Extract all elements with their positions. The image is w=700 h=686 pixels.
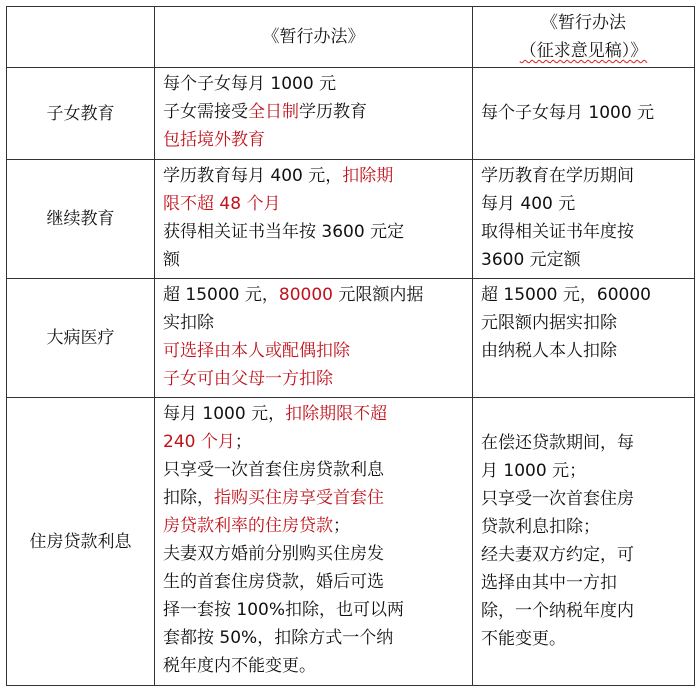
text-segment: 每个子女每月 1000 元 xyxy=(481,102,655,123)
table-row xyxy=(7,160,695,279)
text-segment: ； xyxy=(333,516,350,536)
left-text-line xyxy=(163,512,466,540)
highlighted-text: 240 个月 xyxy=(163,432,235,452)
right-text-line xyxy=(481,337,688,365)
header-right-label-line2: （征求意见稿）》 xyxy=(519,41,648,61)
highlighted-text: 房贷款利率的住房贷款 xyxy=(163,516,333,536)
highlighted-text: 全日制 xyxy=(248,102,299,122)
highlighted-text: 扣除期 xyxy=(342,166,394,186)
highlighted-text: 限不超 48 个月 xyxy=(163,194,281,214)
text-segment: 贷款利息扣除； xyxy=(481,516,600,537)
header-left-label: 《暂行办法》 xyxy=(262,27,365,47)
table-row xyxy=(7,279,695,398)
left-text-line xyxy=(163,281,466,309)
left-cell xyxy=(155,279,473,398)
row-category: 子女教育 xyxy=(7,68,155,160)
text-segment: 每月 1000 元， xyxy=(163,404,286,424)
left-text-line xyxy=(163,218,466,246)
text-segment: 获得相关证书当年按 3600 元定 xyxy=(163,222,405,242)
text-segment: 额 xyxy=(163,250,180,270)
text-segment: 学历教育 xyxy=(299,102,367,122)
text-segment: 除，一个纳税年度内 xyxy=(481,600,634,621)
text-segment: 扣除， xyxy=(163,488,214,508)
text-segment: 每个子女每月 1000 元 xyxy=(163,74,337,94)
text-segment: 元限额内据实扣除 xyxy=(481,313,617,333)
text-segment: 月 1000 元； xyxy=(481,460,587,481)
text-segment: 生的首套住房贷款，婚后可选 xyxy=(163,572,384,592)
text-segment: 税年度内不能变更。 xyxy=(163,656,316,676)
highlighted-text: 可选择由本人或配偶扣除 xyxy=(163,341,350,361)
left-text-line xyxy=(163,400,466,428)
left-cell xyxy=(155,160,473,279)
table-row xyxy=(7,398,695,686)
right-cell xyxy=(473,68,695,160)
header-right-label-line1: 《暂行办法 xyxy=(541,13,626,33)
text-segment: 每月 400 元 xyxy=(481,194,576,214)
left-text-line xyxy=(163,456,466,484)
right-text-line xyxy=(481,485,688,513)
text-segment: 只享受一次首套住房 xyxy=(481,488,634,509)
highlighted-text: 扣除期限不超 xyxy=(285,404,388,424)
left-text-line xyxy=(163,365,466,393)
text-segment: 学历教育每月 400 元， xyxy=(163,166,343,186)
text-segment: 不能变更。 xyxy=(481,628,566,649)
left-text-line xyxy=(163,126,466,154)
right-text-line xyxy=(481,541,688,569)
right-text-line xyxy=(481,162,688,190)
text-segment: 选择由其中一方扣 xyxy=(481,572,617,593)
text-segment: 实扣除 xyxy=(163,313,214,333)
row-category: 大病医疗 xyxy=(7,279,155,398)
left-text-line xyxy=(163,624,466,652)
text-segment: 超 15000 元， xyxy=(163,285,279,305)
left-text-line xyxy=(163,428,466,456)
highlighted-text: 指购买住房享受首套住 xyxy=(214,488,384,508)
text-segment: 在偿还贷款期间，每 xyxy=(481,432,634,453)
left-text-line xyxy=(163,484,466,512)
highlighted-text: 80000 xyxy=(278,285,333,305)
left-cell xyxy=(155,398,473,686)
header-interim-measures xyxy=(155,7,473,68)
text-segment: 3600 元定额 xyxy=(481,250,581,270)
highlighted-text: 子女可由父母一方扣除 xyxy=(163,369,333,389)
text-segment: 只享受一次首套住房贷款利息 xyxy=(163,460,384,480)
right-text-line xyxy=(481,429,688,457)
right-text-line xyxy=(481,218,688,246)
text-segment: 子女需接受 xyxy=(163,102,248,122)
left-text-line xyxy=(163,190,466,218)
comparison-table xyxy=(6,6,695,686)
text-segment: 取得相关证书年度按 xyxy=(481,222,634,242)
left-text-line xyxy=(163,540,466,568)
text-segment: 经夫妻双方约定，可 xyxy=(481,544,634,565)
text-segment: 夫妻双方婚前分别购买住房发 xyxy=(163,544,384,564)
left-text-line xyxy=(163,337,466,365)
left-text-line xyxy=(163,568,466,596)
left-text-line xyxy=(163,98,466,126)
row-category: 住房贷款利息 xyxy=(7,398,155,686)
right-text-line xyxy=(481,597,688,625)
left-text-line xyxy=(163,652,466,680)
header-draft-measures xyxy=(473,7,695,68)
right-text-line xyxy=(481,99,688,127)
highlighted-text: 包括境外教育 xyxy=(163,130,265,150)
text-segment: 元限额内据 xyxy=(332,285,424,305)
text-segment: 超 15000 元，60000 xyxy=(481,285,651,305)
left-text-line xyxy=(163,309,466,337)
right-cell xyxy=(473,160,695,279)
left-cell xyxy=(155,68,473,160)
left-text-line xyxy=(163,596,466,624)
right-text-line xyxy=(481,309,688,337)
right-cell xyxy=(473,398,695,686)
right-text-line xyxy=(481,457,688,485)
header-row xyxy=(7,7,695,68)
right-text-line xyxy=(481,190,688,218)
left-text-line xyxy=(163,162,466,190)
table-row xyxy=(7,68,695,160)
text-segment: 套都按 50%，扣除方式一个纳 xyxy=(163,628,394,648)
text-segment: 学历教育在学历期间 xyxy=(481,166,634,186)
right-text-line xyxy=(481,569,688,597)
left-text-line xyxy=(163,246,466,274)
right-text-line xyxy=(481,281,688,309)
text-segment: 择一套按 100%扣除，也可以两 xyxy=(163,600,405,620)
right-cell xyxy=(473,279,695,398)
left-text-line xyxy=(163,70,466,98)
right-text-line xyxy=(481,246,688,274)
text-segment: 由纳税人本人扣除 xyxy=(481,341,617,361)
right-text-line xyxy=(481,625,688,653)
row-category: 继续教育 xyxy=(7,160,155,279)
right-text-line xyxy=(481,513,688,541)
header-corner-cell xyxy=(7,7,155,68)
text-segment: ； xyxy=(234,432,252,452)
